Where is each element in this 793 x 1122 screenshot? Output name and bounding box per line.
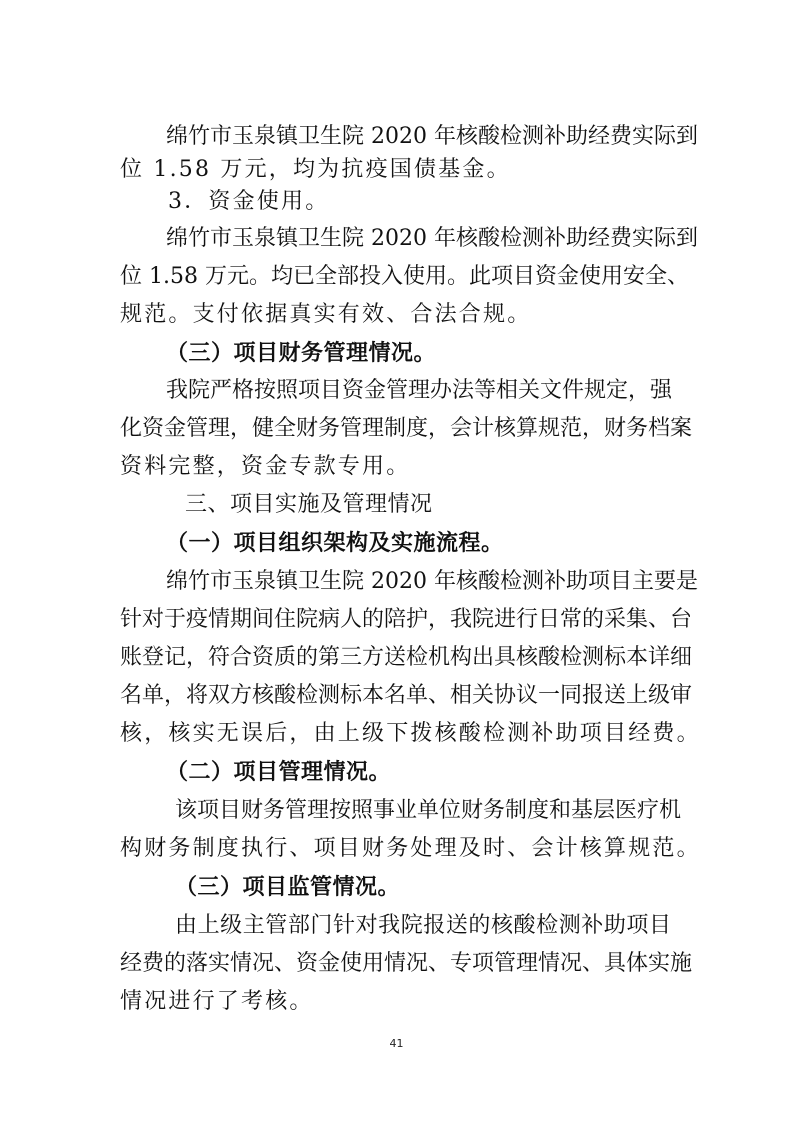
paragraph-line: 规范。支付依据真实有效、合法合规。 xyxy=(120,302,532,327)
section-heading: （三）项目财务管理情况。 xyxy=(166,341,437,366)
paragraph-line: 化资金管理，健全财务管理制度，会计核算规范，财务档案 xyxy=(120,416,693,441)
section-heading: （三）项目监管情况。 xyxy=(175,875,401,900)
paragraph-line: 绵竹市玉泉镇卫生院 2020 年核酸检测补助项目主要是 xyxy=(166,569,698,594)
section-heading: （二）项目管理情况。 xyxy=(166,760,392,785)
paragraph-line: 由上级主管部门针对我院报送的核酸检测补助项目 xyxy=(175,913,671,938)
paragraph-line: 核，核实无误后，由上级下拨核酸检测补助项目经费。 xyxy=(120,721,701,746)
paragraph-line: 经费的落实情况、资金使用情况、专项管理情况、具体实施 xyxy=(120,951,693,976)
section-heading: （一）项目组织架构及实施流程。 xyxy=(166,531,504,556)
list-item-heading: 3．资金使用。 xyxy=(168,189,330,214)
paragraph-line: 针对于疫情期间住院病人的陪护，我院进行日常的采集、台 xyxy=(120,607,693,632)
paragraph-line: 该项目财务管理按照事业单位财务制度和基层医疗机 xyxy=(175,798,682,823)
chapter-heading: 三、项目实施及管理情况 xyxy=(185,492,433,517)
paragraph-line: 资料完整，资金专款专用。 xyxy=(120,454,411,479)
paragraph-line: 绵竹市玉泉镇卫生院 2020 年核酸检测补助经费实际到 xyxy=(166,124,698,149)
paragraph-line: 位 1.58 万元。均已全部投入使用。此项目资金使用安全、 xyxy=(120,264,689,289)
paragraph-line: 账登记，符合资质的第三方送检机构出具核酸检测标本详细 xyxy=(120,645,693,670)
paragraph-line: 位 1.58 万元，均为抗疫国债基金。 xyxy=(120,157,511,182)
paragraph-line: 构财务制度执行、项目财务处理及时、会计核算规范。 xyxy=(120,836,701,861)
paragraph-line: 绵竹市玉泉镇卫生院 2020 年核酸检测补助经费实际到 xyxy=(166,226,698,251)
paragraph-line: 我院严格按照项目资金管理办法等相关文件规定，强 xyxy=(166,378,673,403)
paragraph-line: 名单，将双方核酸检测标本名单、相关协议一同报送上级审 xyxy=(120,683,693,708)
paragraph-line: 情况进行了考核。 xyxy=(120,989,314,1014)
page-number: 41 xyxy=(389,1037,404,1050)
